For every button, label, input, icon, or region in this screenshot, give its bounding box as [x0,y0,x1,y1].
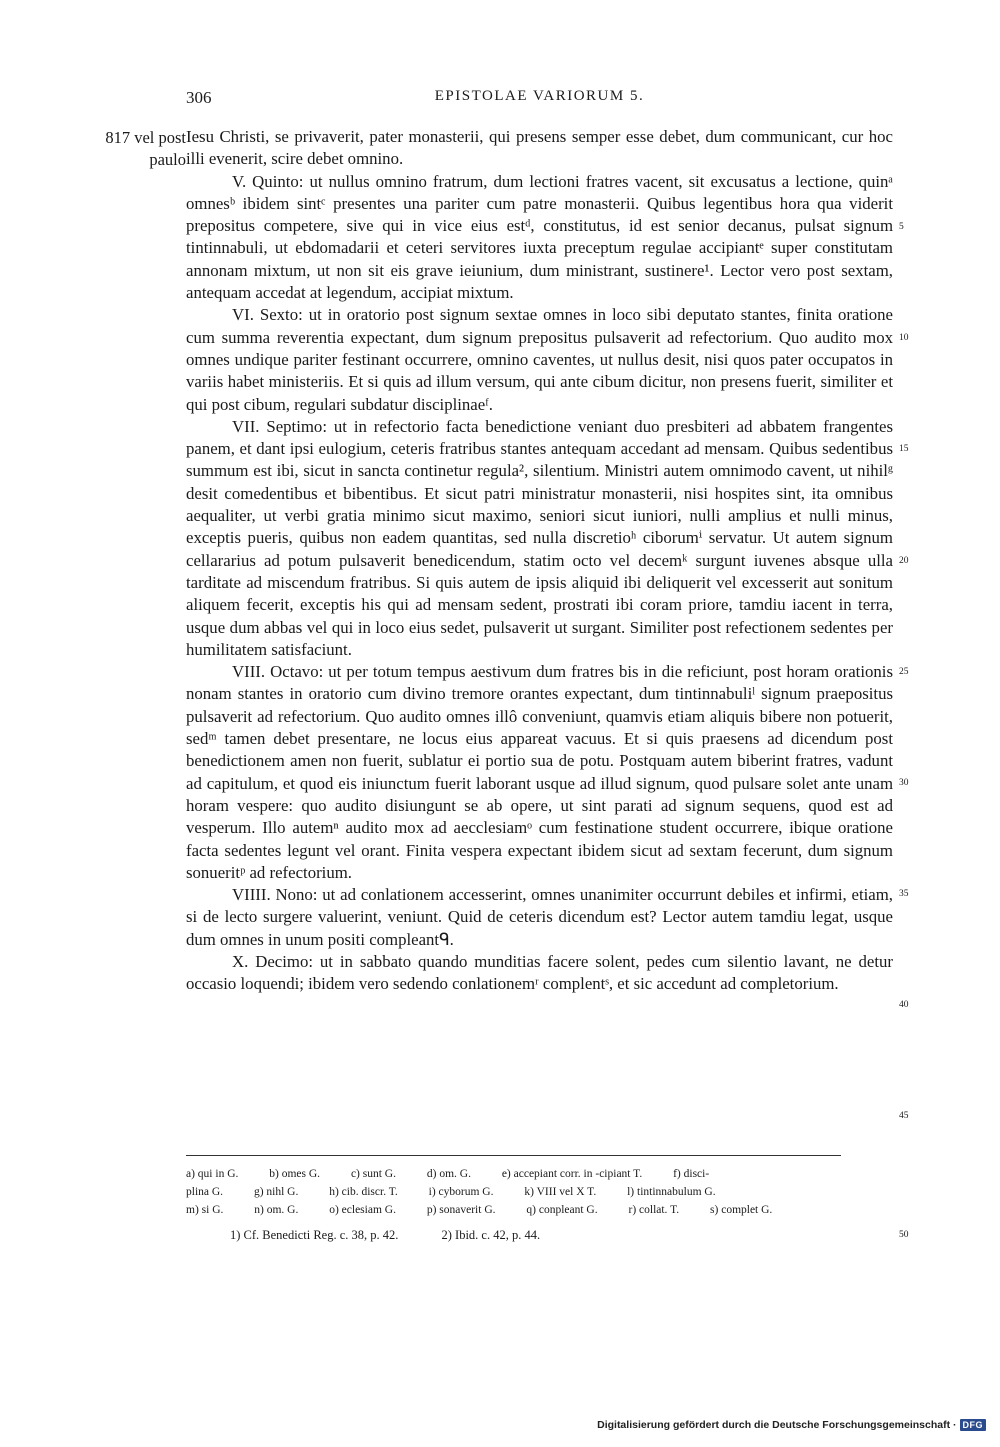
variant-line [186,1165,893,1183]
variant-note: a) qui in G. [186,1168,239,1180]
variant-line [186,1201,893,1219]
line-number: 50 [899,1230,909,1240]
credit-text: Digitalisierung gefördert durch die Deutsche Forschungsgemeinschaft · [597,1419,957,1431]
variant-note: i) cyborum G. [428,1186,494,1198]
variant-note: l) tintinnabulum G. [627,1186,716,1198]
variant-readings [186,1165,893,1219]
variant-note: f) disci- [673,1168,710,1180]
line-number: 10 [899,333,909,343]
source-footnotes [230,1226,893,1244]
line-number: 30 [899,778,909,788]
paragraph-viiii: VIIII. Nono: ut ad conlationem accesserint, omnes unanimiter occurrunt debiles et infirmi, etiam, si de lecto surgere valuerint, veniunt. Quid de ceteris dicendum est? Lector autem tamdiu legat, usque dum omnes in unum positi compleantᑫ. [186,885,893,949]
paragraph-vi: VI. Sexto: ut in oratorio post signum sextae omnes in loco sibi deputato stantes, finita oratione cum summa reverentia expectant, dum signum prepositus pulsaverit ad refectorium. Quo audito mox omnes undique pariter festinant occurrere, omnino caventes, ut nullus desit, nisi quos pater occupatos in variis habet ministeriis. Et si quis ad illum versum, qui ante cibum dicitur, non presens fuerit, similiter et qui post cibum, regulari subdatur disciplinaeᶠ. [186,305,893,414]
footnote-divider [186,1155,841,1156]
paragraph-viii: VIII. Octavo: ut per totum tempus aestivum dum fratres bis in die reficiunt, post horam orationis nonam stantes in oratorio cum divino tremore orantes expectant, dum tintinnabuliˡ signum praepositus pulsaverit ad refectorium. Quo audito omnes illô conveniunt, quamvis etiam aliquis bibere non potuerit, sedᵐ tamen debet presentare, ne locus eius appareat vacuus. Et si quis praesens ad dicendum post benedictionem amen non fuerit, sublatur ei portio sua de potu. Postquam autem biberint fratres, vadunt ad capitulum, et quod eis iniunctum fuerit laborant usque ad illud signum, quod pulsare solet ante unam horam vespere: quo audito disiungunt se ab opere, ut sint parati ad signum sequens, quod est ad vesperum. Illo autemⁿ audito mox ad aecclesiamᵒ cum festinatione student occurrere, ibique oratione facta sedentes legunt vel orant. Finita vespera expectant ibidem sicut ad sextam fecerunt, dum signum sonueritᵖ ad refectorium. [186,662,893,882]
variant-note: b) omes G. [269,1168,321,1180]
variant-note: m) si G. [186,1204,224,1216]
variant-note: n) om. G. [254,1204,299,1216]
variant-note: e) accepiant corr. in -cipiant T. [501,1168,643,1180]
variant-note: q) conpleant G. [526,1204,598,1216]
main-text [186,126,893,996]
variant-note: p) sonaverit G. [426,1204,496,1216]
footnote: 1) Cf. Benedicti Reg. c. 38, p. 42. [230,1228,399,1242]
line-number: 20 [899,556,909,566]
variant-note: c) sunt G. [350,1168,396,1180]
variant-note: h) cib. discr. T. [329,1186,398,1198]
line-number: 5 [899,222,904,232]
variant-note: o) eclesiam G. [329,1204,396,1216]
paragraph-x: X. Decimo: ut in sabbato quando munditias facere solent, pedes cum silentio lavant, ne detur occasio loquendi; ibidem vero sedendo conlationemʳ complentˢ, et sic accedunt ad completorium. [186,951,893,994]
page-number: 306 [186,88,212,107]
page-header [186,88,893,110]
variant-note: g) nihl G. [253,1186,299,1198]
paragraph-vii: VII. Septimo: ut in refectorio facta benedictione veniant duo presbiteri ad abbatem frangentes panem, et dant ipsi eulogium, ceteris fratribus stantes antequam accedant ad mensam. Quibus sedentibus summum est ibi, sicut in sancta continetur regula², silentium. Ministri autem omnimodo cavent, ut nihilᵍ desit comedentibus et bibentibus. Et sicut patri ministratur monasterii, nisi hospites sint, ita omnibus aequaliter, ut verbi gratia minimo sicut maximo, seniori sicut iuniori, nulli amplius et nulli minus, exceptis pueris, quibus non eadem quantitas, sed nulla discretioʰ ciborumⁱ servatur. Ut autem signum cellararius ad potum pulsaverit benedicendum, statim octo vel decemᵏ surgunt iuvenes absque ulla tarditate ad miscendum fratribus. Si quis autem de ipsis aliquid ibi deliquerit vel excesserit aut sonitum aliquem fecerit, exceptis his qui ad mensam sedent, prostrati ibi coram priore, tamdiu iacent in terra, usque dum abbas vel qui in loco eius sedet, pulsaverit ut surgant. Similiter post refectionem sedentes per humilitatem satisfaciunt. [186,416,893,659]
margin-date-note: 817 vel post paulo [105,128,186,169]
line-number: 40 [899,1000,909,1010]
digitization-credit [597,1417,986,1433]
paragraph-intro: Iesu Christi, se privaverit, pater monasterii, qui presens semper esse debet, dum communicant, cur hoc illi evenerit, scire debet omnino. [186,127,893,169]
running-title: EPISTOLAE VARIORUM 5. [434,88,645,104]
paragraph-v: V. Quinto: ut nullus omnino fratrum, dum lectioni fratres vacent, sit excusatus a lectione, quinᵃ omnesᵇ ibidem sintᶜ presentes una pariter cum patre monasterii. Quibus legentibus hora qua viderit prepositus competere, sive qui in vice eius estᵈ, constitutus, id est senior decanus, pulsat signum tintinnabuli, ut ebdomadarii et ceteri servitores iuxta preceptum regulae accipiantᵉ super constitutam annonam mixtum, ut non sit eis grave ieiunium, dum ministrant, sustinere¹. Lector vero post sextam, antequam accedat at legendum, accipiat mixtum. [186,171,893,303]
variant-note: d) om. G. [426,1168,471,1180]
variant-note: plina G. [186,1186,224,1198]
variant-note: k) VIII vel X T. [524,1186,597,1198]
line-number: 25 [899,667,909,677]
footnote: 2) Ibid. c. 42, p. 44. [441,1228,541,1242]
variant-note: s) complet G. [710,1204,773,1216]
line-number: 35 [899,889,909,899]
dfg-logo-icon: DFG [960,1419,987,1431]
line-number: 15 [899,444,909,454]
variant-note: r) collat. T. [628,1204,680,1216]
line-number: 45 [899,1111,909,1121]
variant-line [186,1183,893,1201]
